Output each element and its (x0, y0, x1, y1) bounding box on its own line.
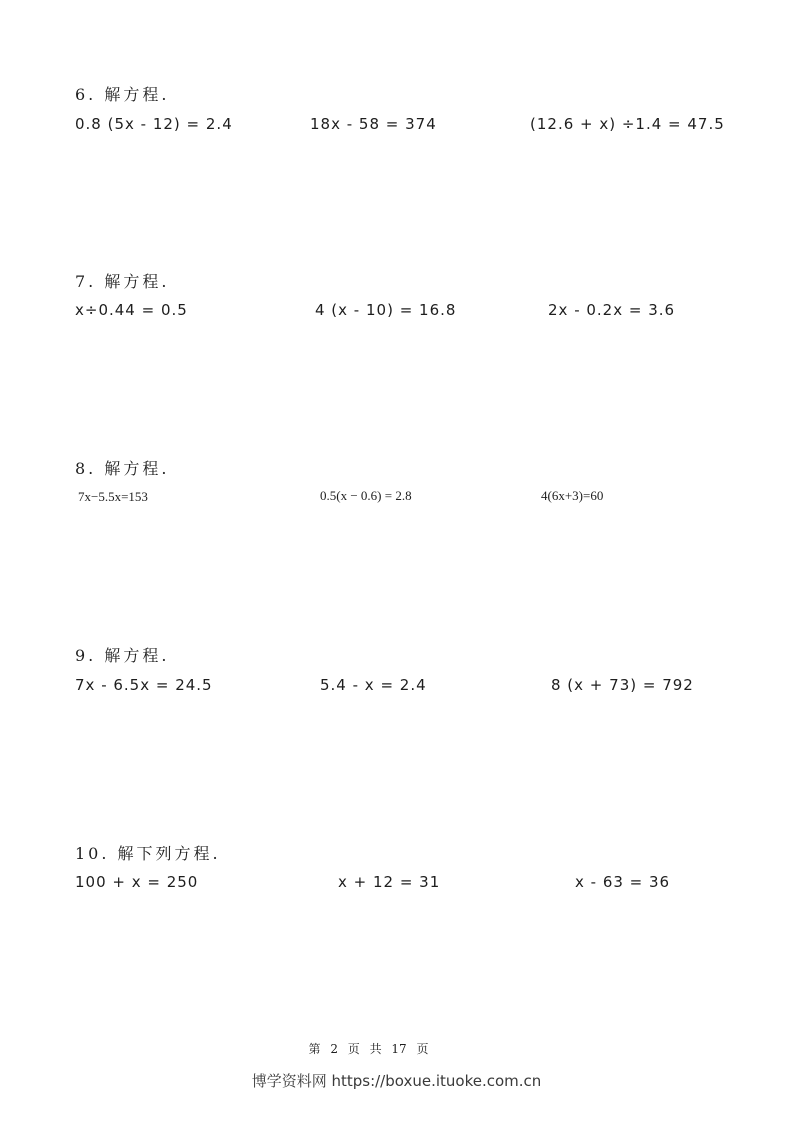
problem-7-title: 7. 解方程. (75, 272, 170, 291)
page-number: 第 2 页 共 17 页 (308, 1042, 429, 1056)
problem-9-equation-1: 7x - 6.5x = 24.5 (75, 676, 213, 694)
problem-6-equation-2: 18x - 58 = 374 (310, 115, 437, 133)
problem-10-equation-1: 100 + x = 250 (75, 873, 199, 891)
problem-9-title: 9. 解方程. (75, 646, 170, 665)
problem-7-equation-1: x÷0.44 = 0.5 (75, 301, 188, 319)
problem-10-equation-3: x - 63 = 36 (575, 873, 671, 891)
problem-6-equation-1: 0.8 (5x - 12) = 2.4 (75, 115, 233, 133)
problem-8-equation-2: 0.5(x − 0.6) = 2.8 (320, 488, 412, 503)
problem-8-equation-1: 7x−5.5x=153 (78, 489, 148, 504)
footer-site-link[interactable]: 博学资料网 https://boxue.ituoke.com.cn (251, 1072, 542, 1090)
problem-8-title: 8. 解方程. (75, 459, 170, 478)
problem-9-equation-3: 8 (x + 73) = 792 (551, 676, 694, 694)
problem-8-equation-3: 4(6x+3)=60 (541, 488, 604, 503)
problem-6-equation-3: (12.6 + x) ÷1.4 = 47.5 (530, 115, 725, 133)
problem-7-equation-3: 2x - 0.2x = 3.6 (548, 301, 676, 319)
problem-9-equation-2: 5.4 - x = 2.4 (320, 676, 427, 694)
problem-6-title: 6. 解方程. (75, 85, 170, 104)
problem-7-equation-2: 4 (x - 10) = 16.8 (315, 301, 457, 319)
problem-10-equation-2: x + 12 = 31 (338, 873, 441, 891)
problem-10-title: 10. 解下列方程. (75, 844, 221, 863)
